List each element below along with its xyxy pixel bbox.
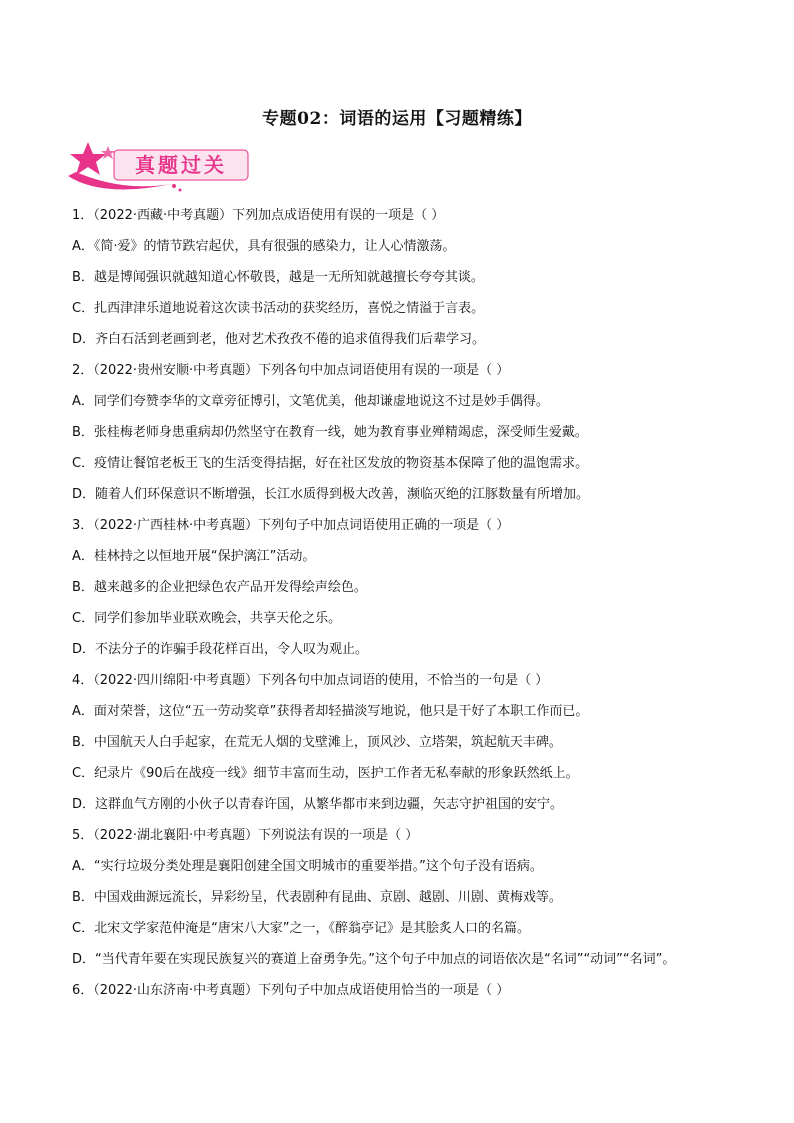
question-stem: 2．（2022·贵州安顺·中考真题）下列各句中加点词语使用有误的一项是（ ）	[72, 363, 510, 378]
question-option: A．面对荣誉，这位“五一劳动奖章”获得者却轻描淡写地说，他只是干好了本职工作而已。	[72, 704, 589, 719]
sparkle-dot	[179, 189, 182, 192]
question-option: B．中国航天人白手起家，在荒无人烟的戈壁滩上，顶风沙、立塔架，筑起航天丰碑。	[72, 735, 562, 750]
banner-label: 真题过关	[135, 153, 227, 177]
question-option: C．北宋文学家范仲淹是“唐宋八大家”之一，《醉翁亭记》是其脍炙人口的名篇。	[72, 921, 531, 936]
question-option: A．同学们夸赞李华的文章旁征博引，文笔优美，他却谦虚地说这不过是妙手偶得。	[72, 394, 549, 409]
question-stem: 6．（2022·山东济南·中考真题）下列句子中加点成语使用恰当的一项是（ ）	[72, 983, 510, 998]
question-option: D．随着人们环保意识不断增强，长江水质得到极大改善，濒临灭绝的江豚数量有所增加。	[72, 487, 590, 502]
question-option: D．齐白石活到老画到老，他对艺术孜孜不倦的追求值得我们后辈学习。	[72, 332, 486, 347]
star-icon	[70, 142, 106, 175]
question-option: C．纪录片《90后在战疫一线》细节丰富而生动，医护工作者无私奉献的形象跃然纸上。	[72, 766, 579, 781]
page-title: 专题02：词语的运用【习题精练】	[262, 109, 532, 129]
question-option: C．疫情让餐馆老板王飞的生活变得拮据，好在社区发放的物资基本保障了他的温饱需求。	[72, 456, 589, 471]
question-option: D．“当代青年要在实现民族复兴的赛道上奋勇争先。”这个句子中加点的词语依次是“名词”“动词”“名词”。	[72, 952, 676, 967]
question-option: A．桂林持之以恒地开展“保护漓江”活动。	[72, 549, 316, 564]
question-option: B．中国戏曲源远流长，异彩纷呈，代表剧种有昆曲、京剧、越剧、川剧、黄梅戏等。	[72, 890, 562, 905]
question-stem: 4．（2022·四川绵阳·中考真题）下列各句中加点词语的使用，不恰当的一句是（ ）	[72, 673, 549, 688]
question-option: A．“实行垃圾分类处理是襄阳创建全国文明城市的重要举措。”这个句子没有语病。	[72, 859, 543, 874]
section-banner	[62, 140, 262, 196]
question-option: B．越来越多的企业把绿色农产品开发得绘声绘色。	[72, 580, 367, 595]
question-option: D．这群血气方刚的小伙子以青春许国，从繁华都市来到边疆，矢志守护祖国的安宁。	[72, 797, 564, 812]
question-stem: 3．（2022·广西桂林·中考真题）下列句子中加点词语使用正确的一项是（ ）	[72, 518, 510, 533]
question-option: C．同学们参加毕业联欢晚会，共享天伦之乐。	[72, 611, 342, 626]
small-star-icon	[101, 146, 115, 159]
question-option: B．越是博闻强识就越知道心怀敬畏，越是一无所知就越擅长夸夸其谈。	[72, 270, 484, 285]
question-stem: 1．（2022·西藏·中考真题）下列加点成语使用有误的一项是（ ）	[72, 208, 445, 223]
question-option: C．扎西津津乐道地说着这次读书活动的获奖经历，喜悦之情溢于言表。	[72, 301, 485, 316]
question-option: B．张桂梅老师身患重病却仍然坚守在教育一线，她为教育事业殚精竭虑，深受师生爱戴。	[72, 425, 588, 440]
question-option: D．不法分子的诈骗手段花样百出，令人叹为观止。	[72, 642, 369, 657]
question-stem: 5．（2022·湖北襄阳·中考真题）下列说法有误的一项是（ ）	[72, 828, 419, 843]
question-option: A．《简·爱》的情节跌宕起伏，具有很强的感染力，让人心情激荡。	[72, 239, 456, 254]
sparkle-dot	[172, 184, 176, 188]
question-list	[72, 200, 732, 1006]
